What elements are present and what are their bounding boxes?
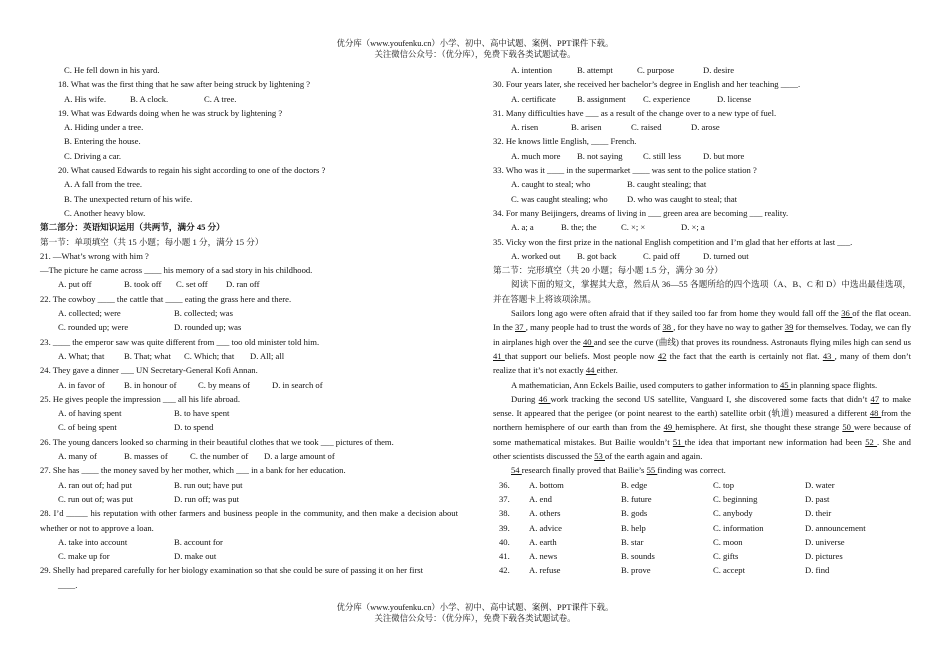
- blank-40: 40: [582, 336, 594, 347]
- q34-b: B. the; the: [561, 222, 597, 233]
- q29-d: D. desire: [703, 65, 735, 75]
- passage-text: the fact that the earth is certainly not flat.: [669, 350, 820, 361]
- blank-45: 45: [779, 379, 791, 390]
- option-b: B. edge: [621, 479, 648, 490]
- q28-c: C. make up for: [58, 551, 110, 562]
- cloze-passage-3: [493, 392, 911, 463]
- cloze-option-row: [499, 535, 897, 549]
- passage-text: of: [852, 308, 860, 319]
- q31-a: A. risen: [511, 122, 539, 133]
- cloze-option-row: [499, 521, 897, 535]
- blank-49: 49: [663, 422, 676, 433]
- option-a: A. end: [529, 493, 552, 504]
- section1-heading: 第一节：单项填空（共 15 小题；每小题 1 分，满分 15 分）: [40, 236, 264, 247]
- q23-c: C. Which; that: [184, 350, 235, 361]
- q21-stem-2: —The picture he came across ____ his memory of a sad story in his childhood.: [40, 265, 313, 276]
- q27-d: D. run off; was put: [174, 493, 240, 504]
- q32-b: B. not saying: [577, 150, 623, 161]
- q19-c: C. Driving a car.: [64, 150, 122, 161]
- blank-47: 47: [870, 393, 880, 404]
- passage-text: work tracking the second US satellite, Vanguard I, she discovered some facts that didn’t: [550, 393, 868, 404]
- left-column: [40, 63, 458, 592]
- q32-c: C. still less: [643, 150, 681, 161]
- q23-stem: 23. ____ the emperor saw was quite different from ___ too old minister told him.: [40, 336, 320, 347]
- q17-option-c: C. He fell down in his yard.: [64, 65, 160, 75]
- cloze-option-row: [499, 478, 897, 492]
- option-a: A. advice: [529, 522, 562, 533]
- q20-stem: 20. What caused Edwards to regain his sight according to one of the doctors ?: [58, 165, 326, 176]
- q29-c: C. purpose: [637, 65, 675, 75]
- footer-line-1: 优分库（www.youfenku.cn）小学、初中、高中试题、案例、PPT课件下载。: [336, 603, 614, 612]
- q33-stem: 33. Who was it ____ in the supermarket ____ was sent to the police station ?: [493, 165, 757, 176]
- q35-stem: 35. Vicky won the first prize in the national English competition and I’m glad that her efforts at last ___.: [493, 236, 853, 247]
- blank-42: 42: [657, 350, 667, 361]
- blank-46: 46: [538, 393, 551, 404]
- blank-44: 44: [585, 365, 597, 376]
- q21-options: [40, 277, 458, 291]
- q35-options: [493, 249, 911, 263]
- part2-heading: 第二部分：英语知识运用（共两节，满分 45 分）: [40, 222, 225, 233]
- q34-options: [493, 220, 911, 234]
- option-a: A. earth: [529, 536, 557, 547]
- passage-text: finding was correct.: [657, 465, 726, 476]
- q25-a: A. of having spent: [58, 408, 122, 419]
- q20-c: C. Another heavy blow.: [64, 207, 146, 218]
- cloze-passage-1: [493, 306, 911, 377]
- passage-text: flights.: [853, 379, 878, 390]
- option-a: A. bottom: [529, 479, 564, 490]
- q33-b: B. caught stealing; that: [627, 179, 707, 190]
- header-line-2: 关注微信公众号：（优分库），免费下载各类试题试卷。: [374, 50, 576, 59]
- blank-43: 43: [822, 350, 835, 361]
- q28-options-2: [40, 549, 458, 563]
- passage-text: A mathematician, Ann Eckels Bailie, used computers to gather information to: [511, 379, 778, 390]
- page-header: [0, 38, 950, 60]
- q31-d: D. arose: [691, 122, 720, 133]
- q33-options-1: [493, 177, 911, 191]
- q26-d: D. a large amount of: [264, 451, 335, 462]
- q23-options: [40, 349, 458, 363]
- option-c: C. top: [713, 479, 735, 490]
- passage-text: in planning space: [790, 379, 851, 390]
- option-b: B. prove: [621, 565, 651, 576]
- q21-c: C. set off: [176, 279, 208, 290]
- q26-a: A. many of: [58, 451, 97, 462]
- passage-text: were because of some mathematical mistakes. But Bailie wouldn’t: [493, 422, 912, 447]
- q29-b: B. attempt: [577, 65, 613, 75]
- q24-options: [40, 378, 458, 392]
- q18-options: [40, 92, 458, 106]
- passage-text: either.: [596, 365, 618, 376]
- cloze-option-row: [499, 549, 897, 563]
- q24-stem: 24. They gave a dinner ___ UN Secretary-General Kofi Annan.: [40, 365, 258, 376]
- q25-options-2: [40, 420, 458, 434]
- blank-38: 38: [662, 322, 674, 333]
- option-number: 38.: [499, 508, 510, 519]
- q34-c: C. ×; ×: [621, 222, 646, 233]
- q30-c: C. experience: [643, 93, 691, 104]
- q23-a: A. What; that: [58, 350, 105, 361]
- q27-b: B. run out; have put: [174, 479, 243, 490]
- passage-text: the flat ocean. In the: [493, 308, 911, 333]
- q34-a: A. a; a: [511, 222, 534, 233]
- option-c: C. gifts: [713, 551, 739, 562]
- option-d: D. water: [805, 479, 835, 490]
- blank-51: 51: [672, 436, 685, 447]
- q28-a: A. take into account: [58, 536, 128, 547]
- option-d: D. announcement: [805, 522, 866, 533]
- q27-c: C. run out of; was put: [58, 493, 133, 504]
- q31-b: B. arisen: [571, 122, 602, 133]
- q33-d: D. who was caught to steal; that: [627, 193, 738, 204]
- footer-line-2: 关注微信公众号：（优分库），免费下载各类试题试卷。: [374, 614, 576, 623]
- q28-options-1: [40, 535, 458, 549]
- passage-text: , many people had to trust the words of: [525, 322, 661, 333]
- q32-stem: 32. He knows little English, ____ French.: [493, 136, 637, 147]
- passage-text: Sailors long ago were often afraid that if they sailed too far from home they would fall off the: [511, 308, 839, 319]
- q31-stem: 31. Many difficulties have ___ as a result of the change over to a new type of fuel.: [493, 107, 777, 118]
- cloze-instructions: 阅读下面的短文，掌握其大意，然后从 36—55 各题所给的四个选项（A、B、C 和 D）中选出最佳选项，并在答题卡上将该项涂黑。: [493, 279, 911, 304]
- q25-options-1: [40, 406, 458, 420]
- q29-stem: 29. Shelly had prepared carefully for her biology examination so that she could be sure of passing it on her first: [40, 565, 424, 576]
- q22-d: D. rounded up; was: [174, 322, 242, 333]
- passage-text: that support our beliefs. Most people now: [504, 350, 655, 361]
- q23-d: D. All; all: [250, 350, 285, 361]
- q21-stem: 21. —What’s wrong with him ?: [40, 250, 149, 261]
- right-column: [493, 63, 911, 578]
- option-d: D. find: [805, 565, 830, 576]
- q30-stem: 30. Four years later, she received her bachelor’s degree in English and her teaching ____.: [493, 79, 801, 90]
- page-footer: [0, 602, 950, 624]
- option-number: 40.: [499, 536, 510, 547]
- q30-a: A. certificate: [511, 93, 556, 104]
- q24-a: A. in favor of: [58, 379, 105, 390]
- q22-a: A. collected; were: [58, 308, 121, 319]
- q20-b: B. The unexpected return of his wife.: [64, 193, 193, 204]
- option-c: C. information: [713, 522, 764, 533]
- option-b: B. future: [621, 493, 652, 504]
- q21-d: D. ran off: [226, 279, 260, 290]
- q26-stem: 26. The young dancers looked so charming in their beautiful clothes that we took ___ pictures of them.: [40, 436, 394, 447]
- passage-text: During: [511, 393, 536, 404]
- q34-stem: 34. For many Beijingers, dreams of living in ___ green area are becoming ___ reality.: [493, 207, 789, 218]
- q33-options-2: [493, 192, 911, 206]
- option-b: B. gods: [621, 508, 648, 519]
- option-a: A. refuse: [529, 565, 561, 576]
- q18-c: C. A tree.: [204, 93, 237, 104]
- option-c: C. moon: [713, 536, 743, 547]
- passage-text: and see the curve (曲线) that proves its: [593, 336, 730, 347]
- q22-options-1: [40, 306, 458, 320]
- q27-options-1: [40, 478, 458, 492]
- q21-a: A. put off: [58, 279, 92, 290]
- q18-a: A. His wife.: [64, 93, 107, 104]
- q35-c: C. paid off: [643, 250, 680, 261]
- cloze-option-row: [499, 506, 897, 520]
- blank-41: 41: [493, 350, 505, 361]
- q22-stem: 22. The cowboy ____ the cattle that ____ eating the grass here and there.: [40, 293, 292, 304]
- q20-a: A. A fall from the tree.: [64, 179, 143, 190]
- cloze-options-table: [499, 478, 897, 578]
- option-d: D. pictures: [805, 551, 843, 562]
- q28-b: B. account for: [174, 536, 223, 547]
- q22-c: C. rounded up; were: [58, 322, 129, 333]
- passage-text: , many of them don’t realize that it’s not exactly: [493, 350, 912, 376]
- section2-heading: 第二节：完形填空（共 20 小题；每小题 1.5 分，满分 30 分）: [493, 265, 723, 276]
- q18-b: B. A clock.: [130, 93, 169, 104]
- cloze-option-row: [499, 492, 897, 506]
- passage-text: research finally proved that Bailie’s: [521, 465, 645, 476]
- q28-stem: 28. I’d _____ his reputation with other farmers and business people in the community, and then make a decision about whether or not to approve a loan.: [40, 508, 458, 533]
- q29-options: [493, 63, 911, 77]
- q27-stem: 27. She has ____ the money saved by her mother, which ___ in a bank for her education.: [40, 465, 346, 476]
- option-d: D. universe: [805, 536, 845, 547]
- q35-b: B. got back: [577, 250, 617, 261]
- option-number: 39.: [499, 522, 510, 533]
- passage-text: for themselves. Today, we can fly in airplanes high over the: [493, 322, 911, 347]
- q31-options: [493, 120, 911, 134]
- q35-a: A. worked out: [511, 250, 561, 261]
- q21-b: B. took off: [124, 279, 162, 290]
- q25-stem: 25. He gives people the impression ___ all his life abroad.: [40, 393, 240, 404]
- blank-37: 37: [515, 322, 526, 333]
- q19-stem: 19. What was Edwards doing when he was struck by lightening ?: [58, 107, 283, 118]
- option-number: 41.: [499, 551, 510, 562]
- option-b: B. sounds: [621, 551, 655, 562]
- q25-b: B. to have spent: [174, 408, 230, 419]
- q30-d: D. license: [717, 93, 752, 104]
- option-c: C. anybody: [713, 508, 753, 519]
- q22-b: B. collected; was: [174, 308, 233, 319]
- option-b: B. help: [621, 522, 646, 533]
- passage-text: to make sense. It appeared that the perigee (or point nearest to the earth) satellite orbit (轨道) measured: [493, 393, 911, 419]
- option-c: C. beginning: [713, 493, 758, 504]
- passage-text: the idea: [684, 436, 713, 447]
- option-number: 36.: [499, 479, 510, 490]
- passage-text: that important new information had been: [715, 436, 862, 447]
- q32-a: A. much more: [511, 150, 561, 161]
- q27-a: A. ran out of; had put: [58, 479, 132, 490]
- cloze-option-row: [499, 563, 897, 577]
- q24-b: B. in honour of: [124, 379, 177, 390]
- q33-a: A. caught to steal; who: [511, 179, 591, 190]
- blank-36: 36: [841, 308, 853, 319]
- blank-53: 53: [594, 451, 605, 462]
- q19-a: A. Hiding under a tree.: [64, 122, 144, 133]
- q23-b: B. That; what: [124, 350, 171, 361]
- q32-options: [493, 149, 911, 163]
- q28-d: D. make out: [174, 551, 217, 562]
- header-line-1: 优分库（www.youfenku.cn）小学、初中、高中试题、案例、PPT课件下载。: [336, 39, 614, 48]
- q30-options: [493, 92, 911, 106]
- q32-d: D. but more: [703, 150, 745, 161]
- q30-b: B. assignment: [577, 93, 626, 104]
- option-number: 37.: [499, 493, 510, 504]
- q19-b: B. Entering the house.: [64, 136, 141, 147]
- blank-50: 50: [842, 422, 854, 433]
- q24-d: D. in search of: [272, 379, 323, 390]
- passage-text: , for they have no way to gather: [673, 322, 783, 333]
- q31-c: C. raised: [631, 122, 662, 133]
- q33-c: C. was caught stealing; who: [511, 193, 608, 204]
- passage-text: roundness. Astronauts flying miles high can send us: [731, 336, 911, 347]
- q29-stem-2: ____.: [58, 579, 78, 590]
- option-c: C. accept: [713, 565, 745, 576]
- q26-c: C. the number of: [190, 451, 249, 462]
- q25-c: C. of being spent: [58, 422, 117, 433]
- q26-options: [40, 449, 458, 463]
- blank-52: 52: [865, 436, 878, 447]
- blank-55: 55: [646, 465, 658, 476]
- cloze-passage-4: [493, 463, 911, 477]
- passage-text: of the earth: [604, 451, 645, 462]
- q25-d: D. to spend: [174, 422, 214, 433]
- option-number: 42.: [499, 565, 510, 576]
- passage-text: from the northern hemisphere of our earth than from the: [493, 408, 911, 433]
- option-b: B. star: [621, 536, 644, 547]
- passage-text: thought these strange: [764, 422, 840, 433]
- option-a: A. others: [529, 508, 561, 519]
- q24-c: C. by means of: [198, 379, 251, 390]
- q18-stem: 18. What was the first thing that he saw after being struck by lightening ?: [58, 79, 311, 90]
- cloze-passage-2: [493, 378, 911, 392]
- blank-54: 54: [511, 465, 522, 476]
- q27-options-2: [40, 492, 458, 506]
- q22-options-2: [40, 320, 458, 334]
- passage-text: again and again.: [646, 451, 703, 462]
- option-d: D. past: [805, 493, 830, 504]
- option-a: A. news: [529, 551, 558, 562]
- passage-text: a different: [831, 408, 868, 419]
- passage-text: . She and other scientists discussed the: [493, 436, 911, 462]
- blank-39: 39: [784, 322, 794, 333]
- q34-d: D. ×; a: [681, 222, 705, 233]
- q29-a: A. intention: [511, 65, 553, 75]
- blank-48: 48: [869, 408, 882, 419]
- option-d: D. their: [805, 508, 832, 519]
- q26-b: B. masses of: [124, 451, 168, 462]
- q35-d: D. turned out: [703, 250, 749, 261]
- passage-text: hemisphere. At first, she: [675, 422, 762, 433]
